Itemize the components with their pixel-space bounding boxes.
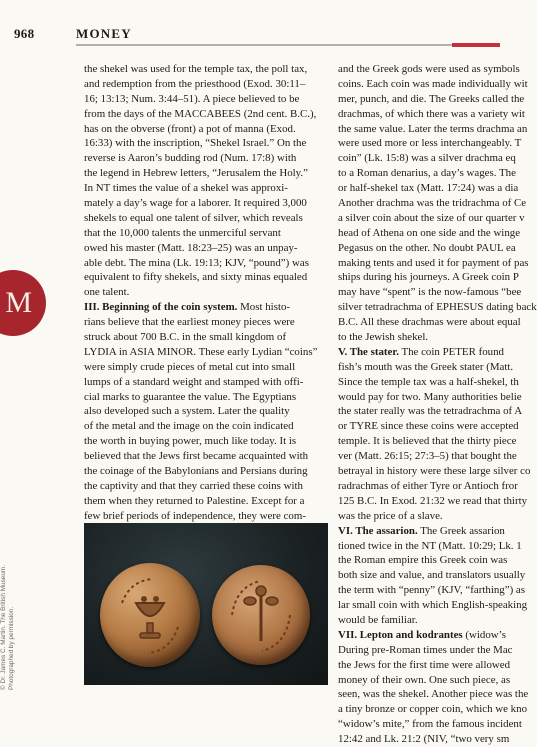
running-head: MONEY	[76, 26, 132, 41]
text-line: betrayal in history were these large silver co	[338, 465, 531, 478]
text-line: fish’s mouth was the Greek stater (Matt.	[338, 360, 514, 373]
text-line: or half-shekel tax (Matt. 17:24) was a dia	[338, 182, 519, 195]
text-line: a tiny bronze or copper coin, which we kno	[338, 703, 528, 716]
text-line: equivalent to fifty shekels, and sixty minas equaled	[84, 271, 308, 284]
text-line: lar small coin with which English-speaking	[338, 599, 528, 612]
text-line: Since the temple tax was a half-shekel, th	[338, 375, 519, 388]
text-line: mately a day’s wage for a laborer. It required 3,000	[84, 197, 307, 210]
text-line: the shekel was used for the temple tax, the poll tax,	[84, 63, 308, 75]
text-line: the worth in buying power, much like today. It is	[84, 435, 297, 448]
text-line: Pegasus on the other. No doubt PAUL ea	[338, 241, 516, 254]
text-line: head of Athena on one side and the winge	[338, 226, 521, 239]
text-line: to a Roman denarius, a day’s wages. The	[338, 167, 516, 180]
text-line: seen, was the shekel. Another piece was the	[338, 688, 529, 701]
text-line: 12:42 and Lk. 21:2 (NIV, “two very sm	[338, 733, 510, 746]
text-line: Another drachma was the tridrachma of Ce	[338, 197, 527, 210]
text-line: one talent.	[84, 286, 130, 299]
text-line: rians believe that the earliest money pieces were	[84, 316, 295, 329]
text-line: has on the obverse (front) a pot of manna (Exod.	[84, 122, 296, 135]
text-line: them when they returned to Palestine. Except for a	[84, 494, 305, 507]
text-line: reverse is Aaron’s budding rod (Num. 17:8) with	[84, 152, 297, 165]
budding-rod-icon	[212, 565, 310, 665]
text-line: radrachmas of either Tyre or Antioch fror	[338, 479, 518, 492]
text-line: temple. It is believed that the thirty piece	[338, 435, 517, 448]
text-line: would pay for two. Many authorities belie	[338, 390, 522, 403]
text-line: also developed such a system. Later the quality	[84, 405, 290, 418]
coin-photo	[84, 523, 328, 685]
text-line: III. Beginning of the coin system. Most histo-	[84, 301, 291, 314]
photo-credit: © Dr. James C. Martin. The British Museum. Photographed by permission.	[0, 565, 15, 690]
text-line: able debt. The mina (Lk. 19:13; KJV, “pound”) was	[84, 256, 309, 269]
text-line: the captivity and that they carried these coins with	[84, 479, 303, 492]
text-line: were used more or less interchangeably. T	[338, 137, 522, 150]
chalice-icon	[100, 563, 200, 667]
text-line: struck about 700 B.C. in the small kingdom of	[84, 331, 287, 344]
header-accent	[452, 43, 500, 47]
text-line: tioned twice in the NT (Matt. 10:29; Lk. 1	[338, 539, 522, 552]
text-line: the legend in Hebrew letters, “Jerusalem the Holy.”	[84, 167, 308, 180]
header-rule	[76, 44, 500, 46]
text-line: silver tetradrachma of EPHESUS dating back	[338, 301, 537, 314]
text-line: making tents and used it for payment of pas	[338, 256, 529, 269]
text-line: 16:33) with the inscription, “Shekel Israel.” On the	[84, 137, 307, 150]
text-line: cial marks to guarantee the value. The Egyptians	[84, 390, 297, 403]
text-line: shekels to equal one talent of silver, which reveals	[84, 211, 303, 224]
shekel-obverse-coin	[100, 563, 200, 667]
text-line: of the metal and the image on the coin indicated	[84, 420, 294, 433]
text-line: “widow’s mite,” from the famous incident	[338, 718, 522, 731]
letter-thumb-tab[interactable]: M	[0, 270, 46, 336]
text-line: the Roman empire this Greek coin was	[338, 554, 508, 567]
text-line: VII. Lepton and kodrantes (widow’s	[338, 628, 506, 641]
text-line: mer, punch, and die. The Greeks called the	[338, 92, 525, 105]
text-line: both size and value, and translators usually	[338, 569, 526, 582]
text-line: were simply crude pieces of metal cut into small	[84, 360, 296, 373]
text-line: ver (Matt. 26:15; 27:3–5) that bought the	[338, 450, 517, 463]
text-line: would be familiar.	[338, 613, 418, 626]
text-line: the stater really was the tetradrachma of A	[338, 405, 523, 418]
text-line: or TYRE since these coins were accepted	[338, 420, 519, 433]
text-line: drachmas, of which there was a variety wit	[338, 107, 525, 120]
text-line: coin” (Lk. 15:8) was a silver drachma eq	[338, 152, 516, 165]
text-line: LYDIA in ASIA MINOR. These early Lydian “coins”	[84, 345, 318, 358]
text-line: believed that the Jews first became acquainted with	[84, 450, 309, 463]
text-line: B.C. All these drachmas were about equal	[338, 316, 521, 329]
text-line: the term with “penny” (KJV, “farthing”) as	[338, 584, 525, 597]
left-column	[84, 62, 328, 598]
text-line: was the price of a slave.	[338, 509, 443, 522]
text-line: ships during his journeys. A Greek coin P	[338, 271, 519, 284]
text-line: from the days of the MACCABEES (2nd cent. B.C.),	[84, 107, 317, 120]
text-line: that the 10,000 talents the unmerciful servant	[84, 226, 281, 239]
text-line: and the Greek gods were used as symbols	[338, 63, 520, 75]
text-line: and redemption from the priesthood (Exod. 30:11–	[84, 77, 306, 90]
text-line: the coinage of the Babylonians and Persians during	[84, 465, 308, 478]
text-line: a silver coin about the size of our quarter v	[338, 211, 525, 224]
text-line: V. The stater. The coin PETER found	[338, 345, 504, 358]
text-line: the same value. Later the terms drachma an	[338, 122, 528, 135]
text-line: money of their own. One such piece, as	[338, 673, 511, 686]
text-line: lumps of a standard weight and stamped with offi-	[84, 375, 304, 388]
text-line: coins. Each coin was made individually wit	[338, 77, 528, 90]
text-line: During pre-Roman times under the Mac	[338, 643, 513, 656]
text-line: 16; 13:13; Num. 3:44–51). A piece believed to be	[84, 92, 300, 105]
text-line: owed his master (Matt. 18:23–25) was an unpay-	[84, 241, 298, 254]
text-line: few brief periods of independence, they were com-	[84, 509, 306, 522]
text-line: may have “spent” is the now-famous “bee	[338, 286, 522, 299]
right-column	[338, 62, 537, 747]
shekel-reverse-coin	[212, 565, 310, 665]
text-line: the Jews for the first time were allowed	[338, 658, 511, 671]
text-line: VI. The assarion. The Greek assarion	[338, 524, 505, 537]
page-number: 968	[14, 26, 35, 41]
text-line: In NT times the value of a shekel was approxi-	[84, 182, 288, 195]
text-line: to the Jewish shekel.	[338, 331, 429, 344]
text-line: 125 B.C. In Exod. 21:32 we read that thirty	[338, 494, 528, 507]
